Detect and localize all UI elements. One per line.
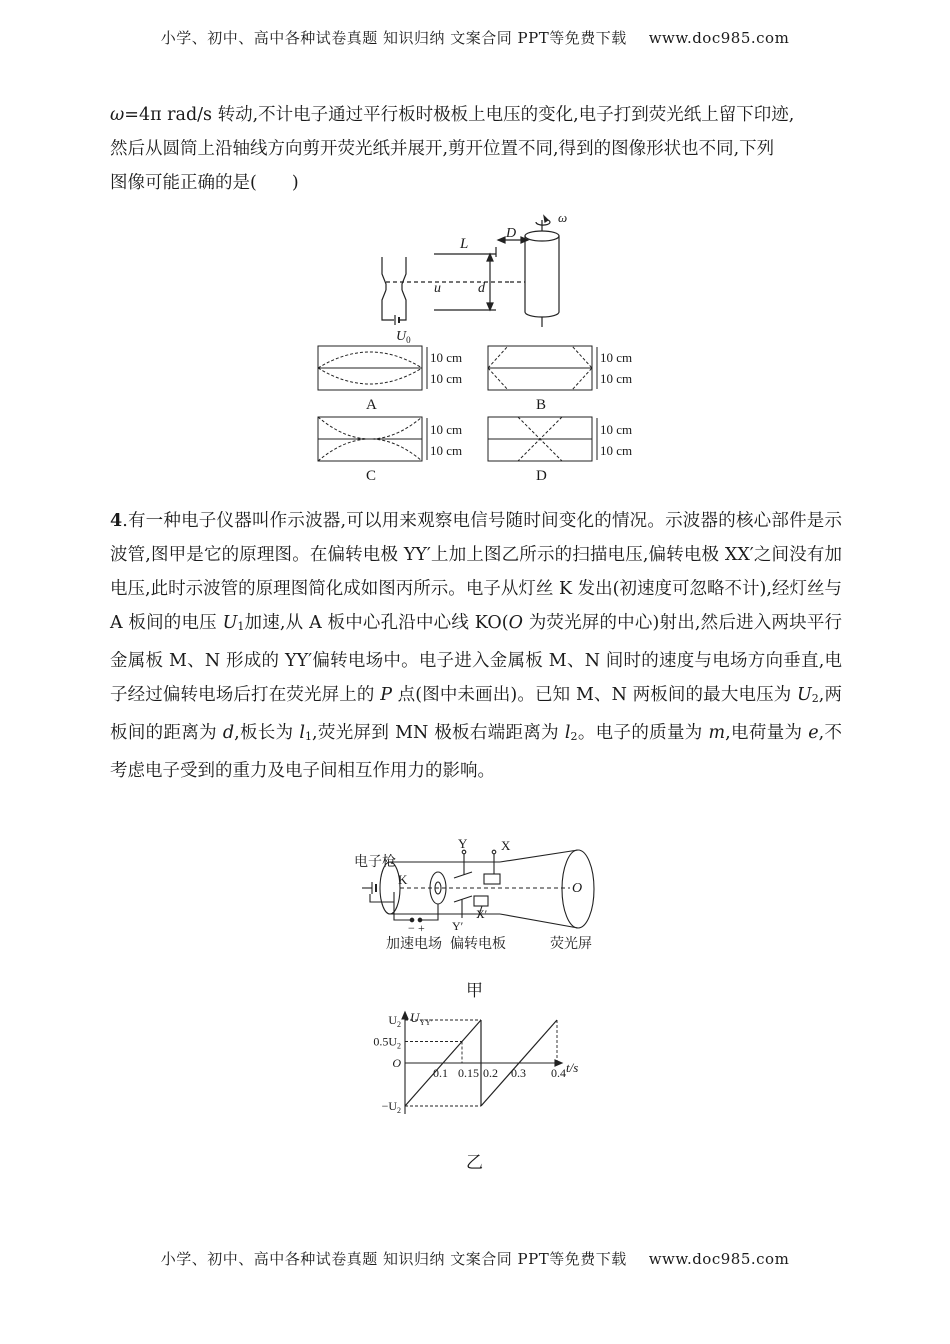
label-plus: + [418,921,425,935]
x-axis-label: t/s [566,1060,579,1075]
footer-text: 小学、初中、高中各种试卷真题 知识归纳 文案合同 PPT等免费下载 [160,1250,627,1268]
label-u: u [434,281,441,296]
label-accel: 加速电场 [386,937,442,952]
label-minus: − [408,921,415,935]
option-A-label: A [366,397,377,413]
label-omega: ω [558,212,568,225]
label-X: X [501,838,511,853]
option-D-top-label: 10 cm [600,422,633,437]
label-screen: 荧光屏 [550,937,592,952]
q3-line-2: 然后从圆筒上沿轴线方向剪开荧光纸并展开,剪开位置不同,得到的图像形状也不同,下列 [110,139,775,159]
option-B-bottom-label: 10 cm [600,371,633,386]
option-C-top-label: 10 cm [430,422,463,437]
header-text: 小学、初中、高中各种试卷真题 知识归纳 文案合同 PPT等免费下载 [160,29,627,47]
label-U0: $U_0$ [396,329,411,345]
page-header [0,27,950,48]
x-tick-label: 0.2 [483,1066,498,1080]
option-B [488,346,592,390]
sweep-voltage-chart [360,1010,610,1122]
option-C-label: C [366,468,377,484]
option-D-label: D [536,468,547,484]
label-Y: Y [458,836,468,851]
caption-yi: 乙 [466,1153,483,1173]
y-tick-label: $0.5U_2$ [373,1034,401,1051]
page-footer [0,1248,950,1269]
lower-plate [382,290,386,314]
question-3-text [110,98,842,200]
x-tick-label: 0.15 [458,1066,479,1080]
y-tick-label: $U_2$ [388,1013,401,1029]
caption-jia: 甲 [466,981,483,1001]
x-tick-label: 0.1 [433,1066,448,1080]
option-D [488,417,592,461]
option-C-bottom-label: 10 cm [430,443,463,458]
omega-symbol: ω [110,105,125,125]
label-L: L [460,236,469,252]
oscilloscope-diagram [350,832,610,954]
header-site[interactable]: www.doc985.com [648,29,790,47]
plate-X [484,874,500,884]
label-Xp: X′ [476,907,488,921]
plate-Yp [454,896,472,902]
label-O: O [572,881,583,896]
upper-plate [382,257,386,290]
q3-line-1 [110,98,842,132]
option-D-bottom-label: 10 cm [600,443,633,458]
option-B-label: B [536,397,547,413]
label-gun: 电子枪 [354,855,396,870]
plate-Y [454,872,472,878]
plate-Xp [474,896,488,906]
label-Yp: Y′ [452,919,464,933]
cylinder-top [525,231,559,241]
curve-lower [318,368,422,384]
cylinder-bottom [525,312,559,317]
option-A-bottom-label: 10 cm [430,371,463,386]
q3-line-1-text: =4π rad/s 转动,不计电子通过平行板时极板上电压的变化,电子打到荧光纸上留下印迹, [124,105,795,125]
x-tick-label: 0.3 [511,1066,526,1080]
option-C [318,417,422,461]
question-4-text: 4.有一种电子仪器叫作示波器,可以用来观察电信号随时间变化的情况。示波器的核心部件是示波管,图甲是它的原理图。在偏转电极 YY′上加上图乙所示的扫描电压,偏转电极 XX′之间没有加电压,此时示波管的原理图简化成如图丙所示。电子从灯丝 K 发出(初速度可忽略不计),经灯丝与 A 板间的电压 $U_1$加速,从 A 板中心孔沿中心线 KO(O 为荧光屏的中心)射出,然后进入两块平行金属板 M、N 形成的 YY′偏转电场中。电子进入金属板 M、N 间时的速度与电场方向垂直,电子经过偏转电场后打在荧光屏上的 P 点(图中未画出)。已知 M、N 两板间的最大电压为 $U_2$,两板间的距离为 d,板长为 $l_1$,荧光屏到 MN 极板右端距离为 $l_2$。电子的质量为 m,电荷量为 e,不考虑电子受到的重力及电子间相互作用力的影响。 [110,511,843,781]
y-tick-label: O [392,1056,401,1070]
option-A-top-label: 10 cm [430,350,463,365]
apparatus-diagram [382,216,559,327]
y-axis-label: $U_{YY'}$ [410,1010,433,1027]
option-B-top-label: 10 cm [600,350,633,365]
option-A [318,346,422,390]
q3-figure [300,212,650,490]
label-K: K [398,872,408,887]
lower-plate-right [402,290,406,314]
q4-number: 4 [110,511,123,531]
upper-plate-right [402,257,406,290]
x-tick-label: 0.4 [551,1066,566,1080]
label-D: D [506,226,517,241]
footer-site[interactable]: www.doc985.com [648,1250,790,1268]
y-tick-label: $-U_2$ [381,1099,401,1115]
label-deflect: 偏转电板 [450,937,506,952]
q3-line-3: 图像可能正确的是( ) [110,173,299,193]
label-d: d [478,281,485,296]
curve-upper [318,352,422,368]
